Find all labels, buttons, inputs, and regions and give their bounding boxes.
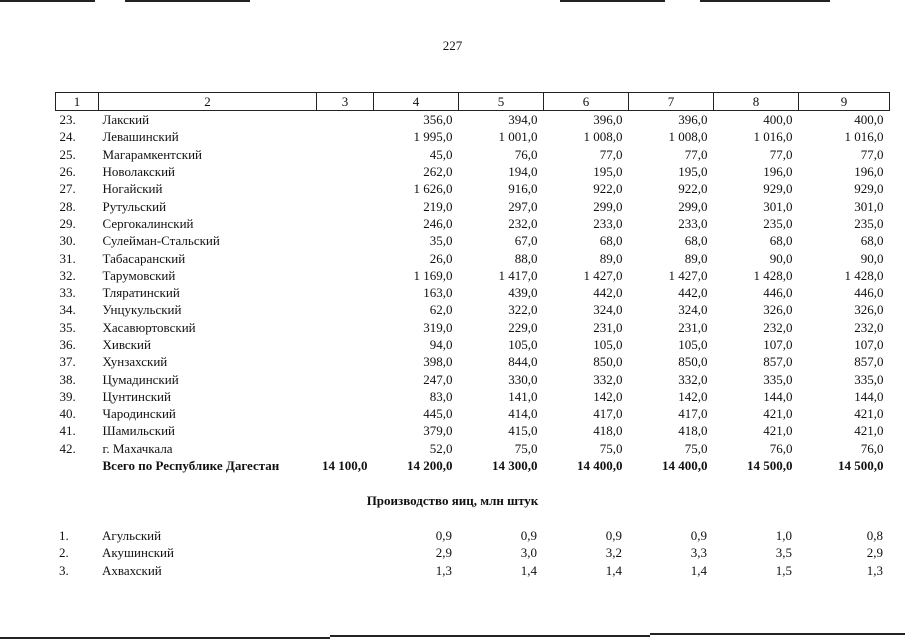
value-cell bbox=[317, 111, 374, 129]
value-cell: 421,0 bbox=[854, 423, 884, 439]
district-name: Шамильский bbox=[102, 423, 175, 439]
scan-border-top bbox=[0, 0, 905, 3]
column-header: 5 bbox=[459, 93, 544, 111]
table-row bbox=[56, 267, 890, 284]
table-row bbox=[56, 353, 890, 370]
value-cell: 414,0 bbox=[508, 406, 538, 422]
table-row bbox=[56, 405, 890, 422]
value-cell: 301,0 bbox=[854, 198, 884, 214]
value-cell: 89,0 bbox=[684, 250, 708, 266]
row-number: 25. bbox=[59, 146, 76, 162]
value-cell: 232,0 bbox=[763, 319, 793, 335]
value-cell: 1,5 bbox=[775, 562, 792, 578]
value-cell: 88,0 bbox=[514, 250, 538, 266]
value-cell: 229,0 bbox=[508, 319, 538, 335]
table-row bbox=[56, 370, 890, 387]
value-cell: 1,4 bbox=[520, 562, 537, 578]
column-header: 7 bbox=[629, 93, 714, 111]
table-row bbox=[56, 301, 890, 318]
table-row bbox=[56, 232, 890, 249]
row-number: 26. bbox=[59, 164, 76, 180]
value-cell: 326,0 bbox=[763, 302, 793, 318]
value-cell: 442,0 bbox=[678, 285, 708, 301]
value-cell: 857,0 bbox=[763, 354, 793, 370]
value-cell: 844,0 bbox=[508, 354, 538, 370]
column-header: 2 bbox=[99, 93, 317, 111]
value-cell: 297,0 bbox=[508, 198, 538, 214]
value-cell: 107,0 bbox=[763, 337, 793, 352]
value-cell: 77,0 bbox=[599, 146, 623, 162]
value-cell: 68,0 bbox=[860, 233, 884, 249]
table-row bbox=[55, 527, 889, 544]
value-cell: 68,0 bbox=[684, 233, 708, 249]
table-row bbox=[56, 319, 890, 336]
value-cell: 1,4 bbox=[690, 562, 707, 578]
row-number: 29. bbox=[59, 215, 76, 231]
row-number: 35. bbox=[59, 319, 76, 335]
column-header: 6 bbox=[544, 93, 629, 111]
value-cell bbox=[317, 284, 374, 301]
district-name: Унцукульский bbox=[102, 302, 182, 318]
table-row bbox=[56, 440, 890, 457]
row-number: 2. bbox=[59, 545, 69, 561]
value-cell bbox=[317, 301, 374, 318]
value-cell: 45,0 bbox=[429, 146, 453, 162]
value-cell: 3,5 bbox=[775, 545, 792, 561]
value-cell: 144,0 bbox=[763, 388, 793, 404]
row-number: 3. bbox=[59, 562, 69, 578]
value-cell: 394,0 bbox=[508, 112, 538, 128]
value-cell: 1 995,0 bbox=[413, 129, 453, 145]
value-cell: 75,0 bbox=[514, 440, 538, 456]
district-name: Агульский bbox=[102, 528, 162, 544]
table-row bbox=[56, 180, 890, 197]
district-name: Чародинский bbox=[102, 406, 176, 422]
value-cell: 77,0 bbox=[684, 146, 708, 162]
value-cell: 89,0 bbox=[599, 250, 623, 266]
value-cell: 301,0 bbox=[763, 198, 793, 214]
value-cell: 0,9 bbox=[520, 528, 537, 544]
value-cell: 196,0 bbox=[854, 164, 884, 180]
district-name: Табасаранский bbox=[102, 250, 186, 266]
value-cell: 219,0 bbox=[423, 198, 453, 214]
district-name: Ногайский bbox=[102, 181, 163, 197]
value-cell: 75,0 bbox=[599, 440, 623, 456]
district-name: Лакский bbox=[102, 112, 150, 128]
value-cell: 233,0 bbox=[678, 215, 708, 231]
row-number: 36. bbox=[59, 337, 76, 352]
value-cell bbox=[316, 562, 373, 579]
value-cell: 421,0 bbox=[763, 406, 793, 422]
value-cell: 105,0 bbox=[593, 337, 623, 352]
table-row bbox=[56, 111, 890, 129]
value-cell: 107,0 bbox=[854, 337, 884, 352]
value-cell bbox=[317, 163, 374, 180]
value-cell: 142,0 bbox=[593, 388, 623, 404]
value-cell: 396,0 bbox=[678, 112, 708, 128]
district-name: Тарумовский bbox=[102, 267, 176, 283]
value-cell: 335,0 bbox=[763, 371, 793, 387]
value-cell: 3,2 bbox=[605, 545, 622, 561]
value-cell: 67,0 bbox=[514, 233, 538, 249]
value-cell: 142,0 bbox=[678, 388, 708, 404]
value-cell: 439,0 bbox=[508, 285, 538, 301]
value-cell: 75,0 bbox=[684, 440, 708, 456]
value-cell: 299,0 bbox=[593, 198, 623, 214]
row-number: 38. bbox=[59, 371, 76, 387]
value-cell: 398,0 bbox=[423, 354, 453, 370]
value-cell: 1 169,0 bbox=[413, 267, 453, 283]
table-row bbox=[56, 128, 890, 145]
table-row bbox=[56, 215, 890, 232]
row-number: 41. bbox=[59, 423, 76, 439]
total-value-cell: 14 200,0 bbox=[407, 458, 453, 474]
value-cell: 90,0 bbox=[769, 250, 793, 266]
page-number: 227 bbox=[442, 38, 463, 53]
value-cell: 421,0 bbox=[763, 423, 793, 439]
value-cell: 76,0 bbox=[514, 146, 538, 162]
district-name: Сулейман-Стальский bbox=[102, 233, 220, 249]
value-cell: 356,0 bbox=[423, 112, 453, 128]
value-cell: 1 001,0 bbox=[498, 129, 538, 145]
value-cell: 1,3 bbox=[866, 562, 883, 578]
value-cell: 247,0 bbox=[423, 371, 453, 387]
district-name: Хасавюртовский bbox=[102, 319, 196, 335]
table-row bbox=[56, 197, 890, 214]
row-number: 1. bbox=[59, 528, 69, 544]
value-cell: 0,8 bbox=[866, 528, 883, 544]
row-number: 27. bbox=[59, 181, 76, 197]
value-cell: 2,9 bbox=[435, 545, 452, 561]
district-name: Рутульский bbox=[102, 198, 167, 214]
value-cell: 324,0 bbox=[593, 302, 623, 318]
column-header: 8 bbox=[714, 93, 799, 111]
row-number: 42. bbox=[59, 440, 76, 456]
value-cell: 68,0 bbox=[599, 233, 623, 249]
value-cell: 1 008,0 bbox=[668, 129, 708, 145]
value-cell: 231,0 bbox=[678, 319, 708, 335]
value-cell: 850,0 bbox=[593, 354, 623, 370]
value-cell: 445,0 bbox=[423, 406, 453, 422]
total-label: Всего по Республике Дагестан bbox=[102, 458, 280, 474]
value-cell: 232,0 bbox=[854, 319, 884, 335]
total-value-cell: 14 100,0 bbox=[322, 458, 368, 474]
value-cell: 400,0 bbox=[763, 112, 793, 128]
row-number bbox=[56, 457, 99, 474]
district-name: Цумадинский bbox=[102, 371, 179, 387]
value-cell: 929,0 bbox=[763, 181, 793, 197]
total-value-cell: 14 400,0 bbox=[662, 458, 708, 474]
value-cell: 330,0 bbox=[508, 371, 538, 387]
value-cell: 1 016,0 bbox=[844, 129, 884, 145]
column-header: 4 bbox=[374, 93, 459, 111]
value-cell bbox=[317, 180, 374, 197]
value-cell: 1 428,0 bbox=[844, 267, 884, 283]
district-name: г. Махачкала bbox=[102, 440, 173, 456]
value-cell: 62,0 bbox=[429, 302, 453, 318]
value-cell: 1 626,0 bbox=[413, 181, 453, 197]
value-cell: 922,0 bbox=[678, 181, 708, 197]
value-cell: 90,0 bbox=[860, 250, 884, 266]
value-cell: 1 417,0 bbox=[498, 267, 538, 283]
value-cell bbox=[317, 128, 374, 145]
row-number: 32. bbox=[59, 267, 76, 283]
value-cell: 929,0 bbox=[854, 181, 884, 197]
value-cell: 415,0 bbox=[508, 423, 538, 439]
value-cell: 35,0 bbox=[429, 233, 453, 249]
value-cell: 77,0 bbox=[860, 146, 884, 162]
district-name: Цунтинский bbox=[102, 388, 171, 404]
value-cell bbox=[317, 388, 374, 405]
value-cell: 916,0 bbox=[508, 181, 538, 197]
value-cell: 246,0 bbox=[423, 215, 453, 231]
value-cell: 77,0 bbox=[769, 146, 793, 162]
column-header: 9 bbox=[799, 93, 890, 111]
table-header-row bbox=[56, 93, 890, 111]
row-number: 37. bbox=[59, 354, 76, 370]
total-value-cell: 14 400,0 bbox=[577, 458, 623, 474]
value-cell: 418,0 bbox=[678, 423, 708, 439]
column-header: 1 bbox=[56, 93, 99, 111]
row-number: 31. bbox=[59, 250, 76, 266]
value-cell: 446,0 bbox=[763, 285, 793, 301]
value-cell: 235,0 bbox=[763, 215, 793, 231]
table-row bbox=[56, 336, 890, 353]
value-cell: 857,0 bbox=[854, 354, 884, 370]
district-name: Магарамкентский bbox=[102, 146, 202, 162]
value-cell bbox=[317, 249, 374, 266]
value-cell: 195,0 bbox=[593, 164, 623, 180]
value-cell: 922,0 bbox=[593, 181, 623, 197]
table-row bbox=[56, 249, 890, 266]
value-cell: 400,0 bbox=[854, 112, 884, 128]
table-row bbox=[55, 562, 889, 579]
total-value-cell: 14 300,0 bbox=[492, 458, 538, 474]
value-cell bbox=[317, 215, 374, 232]
value-cell: 421,0 bbox=[854, 406, 884, 422]
value-cell: 379,0 bbox=[423, 423, 453, 439]
row-number: 33. bbox=[59, 285, 76, 301]
value-cell: 68,0 bbox=[769, 233, 793, 249]
value-cell: 144,0 bbox=[854, 388, 884, 404]
livestock-table bbox=[55, 92, 890, 474]
value-cell: 1,4 bbox=[605, 562, 622, 578]
value-cell bbox=[317, 353, 374, 370]
value-cell: 850,0 bbox=[678, 354, 708, 370]
value-cell: 2,9 bbox=[866, 545, 883, 561]
value-cell: 332,0 bbox=[593, 371, 623, 387]
table-total-row bbox=[56, 457, 890, 474]
district-name: Хивский bbox=[102, 337, 151, 352]
district-name: Тляратинский bbox=[102, 285, 180, 301]
row-number: 40. bbox=[59, 406, 76, 422]
value-cell: 194,0 bbox=[508, 164, 538, 180]
row-number: 23. bbox=[59, 112, 76, 128]
value-cell bbox=[317, 232, 374, 249]
value-cell: 417,0 bbox=[593, 406, 623, 422]
value-cell: 105,0 bbox=[678, 337, 708, 352]
value-cell: 232,0 bbox=[508, 215, 538, 231]
value-cell: 332,0 bbox=[678, 371, 708, 387]
district-name: Акушинский bbox=[102, 545, 174, 561]
table-row bbox=[56, 146, 890, 163]
value-cell: 442,0 bbox=[593, 285, 623, 301]
total-value-cell: 14 500,0 bbox=[747, 458, 793, 474]
value-cell: 299,0 bbox=[678, 198, 708, 214]
value-cell bbox=[317, 336, 374, 353]
value-cell: 1 016,0 bbox=[753, 129, 793, 145]
value-cell: 1,0 bbox=[775, 528, 792, 544]
value-cell bbox=[317, 319, 374, 336]
table-row bbox=[56, 422, 890, 439]
value-cell: 94,0 bbox=[429, 337, 453, 352]
table-row bbox=[55, 544, 889, 561]
value-cell: 3,0 bbox=[520, 545, 537, 561]
value-cell: 1 008,0 bbox=[583, 129, 623, 145]
district-name: Сергокалинский bbox=[102, 215, 194, 231]
value-cell: 1 428,0 bbox=[753, 267, 793, 283]
value-cell: 417,0 bbox=[678, 406, 708, 422]
value-cell bbox=[317, 405, 374, 422]
row-number: 28. bbox=[59, 198, 76, 214]
value-cell: 1,3 bbox=[435, 562, 452, 578]
value-cell: 76,0 bbox=[769, 440, 793, 456]
district-name: Левашинский bbox=[102, 129, 179, 145]
table-row bbox=[56, 163, 890, 180]
district-name: Новолакский bbox=[102, 164, 176, 180]
value-cell: 322,0 bbox=[508, 302, 538, 318]
value-cell: 0,9 bbox=[435, 528, 452, 544]
eggs-table bbox=[55, 527, 889, 579]
value-cell: 1 427,0 bbox=[668, 267, 708, 283]
value-cell: 195,0 bbox=[678, 164, 708, 180]
value-cell: 52,0 bbox=[429, 440, 453, 456]
row-number: 39. bbox=[59, 388, 76, 404]
value-cell bbox=[317, 267, 374, 284]
district-name: Хунзахский bbox=[102, 354, 168, 370]
row-number: 30. bbox=[59, 233, 76, 249]
value-cell: 418,0 bbox=[593, 423, 623, 439]
value-cell bbox=[317, 422, 374, 439]
value-cell bbox=[317, 370, 374, 387]
value-cell: 0,9 bbox=[690, 528, 707, 544]
section-title-eggs: Производство яиц, млн штук bbox=[366, 493, 539, 508]
value-cell: 76,0 bbox=[860, 440, 884, 456]
value-cell: 326,0 bbox=[854, 302, 884, 318]
value-cell: 396,0 bbox=[593, 112, 623, 128]
value-cell: 233,0 bbox=[593, 215, 623, 231]
value-cell: 262,0 bbox=[423, 164, 453, 180]
value-cell bbox=[317, 146, 374, 163]
value-cell: 446,0 bbox=[854, 285, 884, 301]
column-header: 3 bbox=[317, 93, 374, 111]
value-cell: 0,9 bbox=[605, 528, 622, 544]
value-cell bbox=[317, 440, 374, 457]
value-cell: 335,0 bbox=[854, 371, 884, 387]
row-number: 24. bbox=[59, 129, 76, 145]
value-cell: 163,0 bbox=[423, 285, 453, 301]
value-cell bbox=[316, 544, 373, 561]
table-row bbox=[56, 284, 890, 301]
scan-border-bottom bbox=[0, 633, 905, 640]
value-cell: 1 427,0 bbox=[583, 267, 623, 283]
district-name: Ахвахский bbox=[102, 562, 162, 578]
value-cell: 319,0 bbox=[423, 319, 453, 335]
value-cell bbox=[317, 197, 374, 214]
total-value-cell: 14 500,0 bbox=[838, 458, 884, 474]
row-number: 34. bbox=[59, 302, 76, 318]
value-cell: 26,0 bbox=[429, 250, 453, 266]
value-cell bbox=[316, 527, 373, 544]
value-cell: 141,0 bbox=[508, 388, 538, 404]
value-cell: 231,0 bbox=[593, 319, 623, 335]
value-cell: 105,0 bbox=[508, 337, 538, 352]
value-cell: 83,0 bbox=[429, 388, 453, 404]
table-row bbox=[56, 388, 890, 405]
value-cell: 196,0 bbox=[763, 164, 793, 180]
value-cell: 3,3 bbox=[690, 545, 707, 561]
value-cell: 324,0 bbox=[678, 302, 708, 318]
value-cell: 235,0 bbox=[854, 215, 884, 231]
